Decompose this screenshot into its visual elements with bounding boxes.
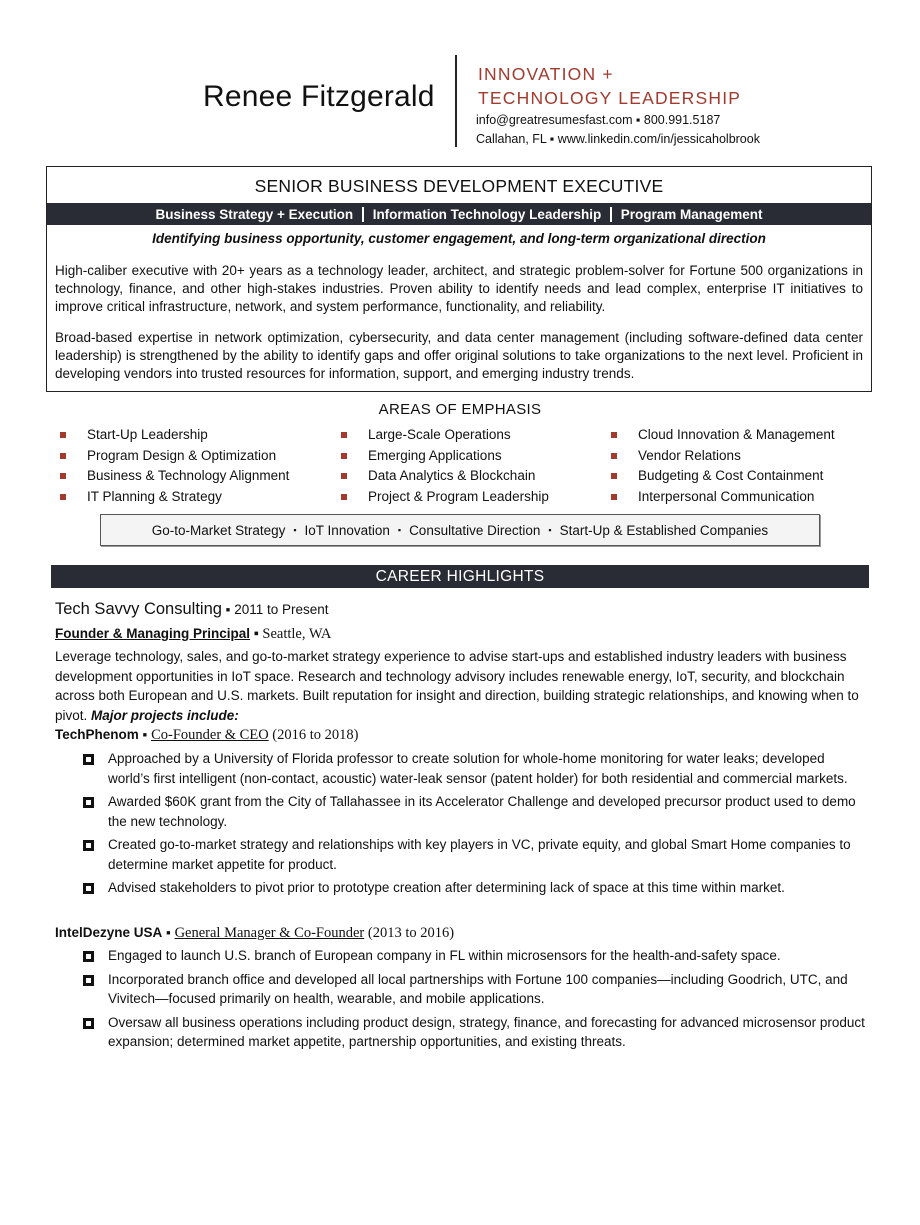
keyword-separator: ▪ — [548, 525, 552, 535]
summary-paragraph-2: Broad-based expertise in network optimization, cybersecurity, and data center management (including software-defined data center leadership) is strengthened by the ability to identify gaps and offer original solutions to take organizations to the next level. Proficient in developing vendors into trusted resources for information, support, and emerging industry trends. — [55, 330, 863, 381]
emphasis-item: Program Design & Optimization — [60, 448, 289, 469]
company-name: Tech Savvy Consulting — [55, 600, 222, 618]
summary-paragraph-1: High-caliber executive with 20+ years as a technology leader, architect, and strategic problem-solver for Fortune 500 organizations in technology, finance, and other high-stakes industries. Proven ability to identify needs and lead complex, enterprise IT initiatives to improve critical infrastructure, network, and system performance, functionality, and reliability. — [55, 263, 863, 314]
header-divider — [455, 55, 457, 147]
summary-tagline: Identifying business opportunity, customer engagement, and long-term organizational direction — [152, 231, 766, 246]
list-item: Oversaw all business operations including product design, strategy, finance, and forecasting for advanced microsensor product expansion; determined market appetite, partnership opportunities, and existing threats. — [83, 1013, 868, 1052]
emphasis-column-3 — [611, 427, 835, 509]
emphasis-item: Start-Up Leadership — [60, 427, 289, 448]
focus-area: Information Technology Leadership — [372, 206, 602, 222]
bullet-square-icon — [341, 494, 347, 500]
list-item: Created go-to-market strategy and relationships with key players in VC, private equity, and global Smart Home companies to determine market appetite for product. — [83, 835, 868, 874]
keywords-box — [100, 514, 820, 546]
keyword-separator: ▪ — [293, 525, 297, 535]
list-item: Incorporated branch office and developed all local partnerships with Fortune 100 companies—including Goodrich, UTC, and Vivitech—focused primarily on health, wearable, and mobile applications. — [83, 970, 868, 1009]
bullet-square-icon — [60, 494, 66, 500]
emphasis-item: Emerging Applications — [341, 448, 549, 469]
emphasis-item: Business & Technology Alignment — [60, 468, 289, 489]
emphasis-item: Vendor Relations — [611, 448, 835, 469]
focus-areas-bar — [47, 203, 871, 225]
project-dates: (2016 to 2018) — [268, 727, 359, 743]
emphasis-item: Cloud Innovation & Management — [611, 427, 835, 448]
project-dates: (2013 to 2016) — [364, 925, 455, 941]
summary-title: SENIOR BUSINESS DEVELOPMENT EXECUTIVE — [254, 176, 664, 196]
project-heading-techphenom — [55, 727, 358, 744]
company-heading — [55, 600, 329, 619]
emphasis-column-1 — [60, 427, 289, 509]
keyword: Start-Up & Established Companies — [559, 522, 769, 538]
bullet-box-icon — [83, 975, 94, 986]
bullet-square-icon — [60, 473, 66, 479]
list-item: Engaged to launch U.S. branch of European company in FL within microsensors for the health-and-safety space. — [83, 946, 868, 966]
keyword-separator: ▪ — [397, 525, 402, 535]
project-company: IntelDezyne USA — [55, 925, 163, 940]
keyword: Go-to-Market Strategy — [151, 522, 286, 538]
keyword: Consultative Direction — [409, 522, 541, 538]
headline-line-1: INNOVATION + — [478, 64, 614, 84]
emphasis-item: Interpersonal Communication — [611, 489, 835, 510]
project-separator: ▪ — [138, 727, 152, 742]
project-bullets-inteldezyne — [83, 946, 868, 1056]
keyword: IoT Innovation — [304, 522, 390, 538]
bullet-square-icon — [341, 432, 347, 438]
focus-area: Business Strategy + Execution — [155, 206, 354, 222]
bullet-square-icon — [341, 473, 347, 479]
role-title: Founder & Managing Principal — [55, 626, 251, 641]
emphasis-item: Data Analytics & Blockchain — [341, 468, 549, 489]
summary-box — [46, 166, 872, 392]
emphasis-column-2 — [341, 427, 549, 509]
role-location: ▪ Seattle, WA — [250, 626, 332, 642]
project-bullets-techphenom — [83, 749, 868, 902]
candidate-name: Renee Fitzgerald — [203, 80, 435, 113]
bullet-box-icon — [83, 754, 94, 765]
bullet-box-icon — [83, 797, 94, 808]
areas-of-emphasis-title: AREAS OF EMPHASIS — [378, 401, 542, 418]
project-company: TechPhenom — [55, 727, 139, 742]
role-description-text: Leverage technology, sales, and go-to-market strategy experience to advise start-ups and established industry leaders with business development opportunities in IoT space. Research and technology advisory includes renewable energy, IoT, security, and blockchain across both European and U.S. markets. Built reputation for insight and direction, building strategic relationships, and knowing when to pivot. — [55, 649, 859, 723]
emphasis-item: Large-Scale Operations — [341, 427, 549, 448]
focus-area: Program Management — [620, 206, 763, 222]
project-heading-inteldezyne — [55, 925, 454, 942]
bullet-box-icon — [83, 840, 94, 851]
emphasis-item: Project & Program Leadership — [341, 489, 549, 510]
contact-email-phone: info@greatresumesfast.com ▪ 800.991.5187 — [476, 113, 721, 127]
role-heading — [55, 626, 331, 643]
company-dates: ▪ 2011 to Present — [221, 602, 329, 617]
list-item: Advised stakeholders to pivot prior to prototype creation after determining lack of space at this time within market. — [83, 878, 868, 898]
list-item: Approached by a University of Florida professor to create solution for whole-home monitoring for water leaks; developed world’s first intelligent (non-contact, acoustic) water-leak sensor (patent holder) for both residential and commercial markets. — [83, 749, 868, 788]
bullet-square-icon — [60, 432, 66, 438]
list-item: Awarded $60K grant from the City of Tallahassee in its Accelerator Challenge and developed precursor product used to demo the new technology. — [83, 792, 868, 831]
role-description — [55, 647, 865, 725]
project-role: Co-Founder & CEO — [151, 727, 269, 743]
project-role: General Manager & Co-Founder — [174, 925, 365, 941]
bullet-box-icon — [83, 883, 94, 894]
bullet-square-icon — [60, 453, 66, 459]
contact-location-linkedin: Callahan, FL ▪ www.linkedin.com/in/jessicaholbrook — [476, 132, 760, 146]
career-highlights-header: CAREER HIGHLIGHTS — [51, 565, 869, 588]
bullet-square-icon — [611, 432, 617, 438]
headline-line-2: TECHNOLOGY LEADERSHIP — [478, 88, 742, 108]
emphasis-item: Budgeting & Cost Containment — [611, 468, 835, 489]
bullet-square-icon — [611, 473, 617, 479]
project-separator: ▪ — [162, 925, 175, 940]
emphasis-item: IT Planning & Strategy — [60, 489, 289, 510]
bullet-square-icon — [611, 453, 617, 459]
major-projects-label: Major projects include: — [91, 707, 239, 723]
bullet-square-icon — [611, 494, 617, 500]
bullet-box-icon — [83, 951, 94, 962]
bullet-box-icon — [83, 1018, 94, 1029]
bullet-square-icon — [341, 453, 347, 459]
